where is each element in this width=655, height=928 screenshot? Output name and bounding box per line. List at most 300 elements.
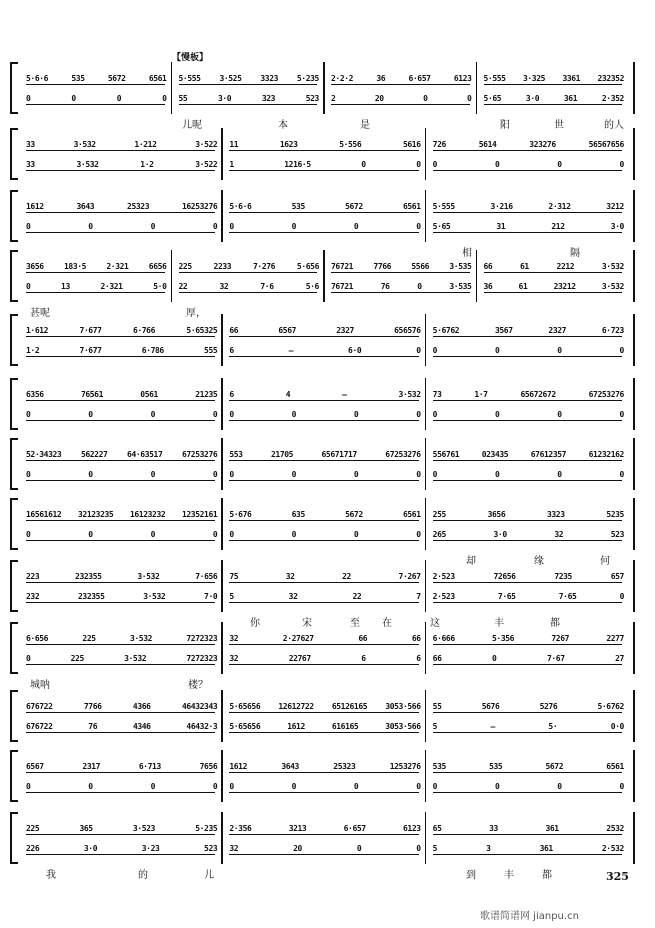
barline <box>221 438 223 490</box>
note-group: 5·555 <box>483 74 506 83</box>
beam-line <box>433 540 622 541</box>
system-bracket <box>10 750 18 802</box>
beam-line <box>331 84 470 85</box>
beam-line <box>229 712 418 713</box>
lyric-text: 甚呢 <box>30 308 50 319</box>
note-group: 3323 <box>546 510 565 519</box>
note-group: 7·677 <box>79 326 102 335</box>
measure <box>22 750 219 802</box>
measure <box>225 690 422 742</box>
note-group: 3·532 <box>76 160 99 169</box>
beam-line <box>26 602 215 603</box>
beam-line <box>331 292 470 293</box>
note-group: 7 <box>416 592 421 601</box>
note-group: 3·535 <box>449 282 472 291</box>
note-group: 5 <box>432 844 438 853</box>
note-group: 0 <box>432 410 438 419</box>
note-group: 6 <box>416 654 421 663</box>
note-group: 0 <box>432 782 438 791</box>
note-group: 0 <box>416 530 421 539</box>
note-group: 3·532 <box>601 262 624 271</box>
beam-line <box>26 772 215 773</box>
lyric-text: 本 <box>278 120 288 131</box>
note-group: 535 <box>489 762 503 771</box>
barline <box>323 250 325 302</box>
end-barline <box>633 128 635 180</box>
beam-line <box>433 792 622 793</box>
note-group: 232355 <box>77 592 105 601</box>
note-group: 7·677 <box>79 346 102 355</box>
barline <box>171 250 173 302</box>
lower-voice <box>229 654 420 663</box>
note-group: 0 <box>88 222 93 231</box>
measure <box>22 250 169 302</box>
note-group: 22 <box>178 282 188 291</box>
note-group: 3·532 <box>129 634 153 643</box>
end-barline <box>633 812 635 864</box>
note-group: 7272323 <box>186 634 218 643</box>
note-group: 523 <box>204 844 218 853</box>
measure <box>225 560 422 612</box>
note-group: 676722 <box>26 722 53 731</box>
note-group: 5672 <box>545 762 564 771</box>
note-group: 553 <box>229 450 243 459</box>
beam-line <box>229 792 418 793</box>
system-bracket <box>10 812 18 864</box>
measure <box>225 378 422 430</box>
lower-voice <box>433 530 624 539</box>
note-group: 0 <box>416 844 421 853</box>
lyric-text: 至 <box>350 618 360 629</box>
note-group: 3·23 <box>141 844 160 853</box>
note-group: 3053·566 <box>385 722 421 731</box>
note-group: 0 <box>432 470 438 479</box>
note-group: 0 <box>423 94 428 103</box>
note-group: 3213 <box>288 824 307 833</box>
note-group: 0 <box>212 410 218 419</box>
beam-line <box>433 664 622 665</box>
upper-voice <box>433 762 624 771</box>
note-group: 32 <box>554 530 564 539</box>
measure <box>225 750 422 802</box>
note-group: 5·6·6 <box>229 202 252 211</box>
note-group: 0 <box>557 470 562 479</box>
beam-line <box>229 602 418 603</box>
music-system <box>10 314 635 386</box>
note-group: 6·666 <box>432 634 455 643</box>
beam-line <box>26 520 215 521</box>
barline <box>323 62 325 114</box>
measure <box>22 128 219 180</box>
note-group: 61 <box>518 282 528 291</box>
note-group: 1·212 <box>134 140 157 149</box>
note-group: 6561 <box>402 202 421 211</box>
note-group: 0 <box>361 160 366 169</box>
upper-voice <box>26 510 217 519</box>
note-group: 2·321 <box>100 282 123 291</box>
note-group: 3·532 <box>73 140 96 149</box>
beam-line <box>179 272 318 273</box>
lyric-text: 儿 <box>204 870 214 881</box>
note-group: 1612 <box>229 762 247 771</box>
note-group: 0 <box>494 160 500 169</box>
note-group: 2·321 <box>106 262 129 271</box>
note-group: 22767 <box>288 654 311 663</box>
note-group: 6123 <box>453 74 472 83</box>
note-group: 0 <box>619 470 624 479</box>
note-group: 0 <box>416 222 421 231</box>
beam-line <box>331 272 470 273</box>
note-group: 22 <box>352 592 362 601</box>
note-group: 7766 <box>83 702 102 711</box>
barline <box>221 378 223 430</box>
upper-voice <box>26 140 217 149</box>
barline <box>425 438 427 490</box>
measure <box>429 690 626 742</box>
beam-line <box>179 104 318 105</box>
note-group: 21705 <box>271 450 294 459</box>
lower-voice <box>26 530 217 539</box>
note-group: 6·713 <box>138 762 161 771</box>
note-group: — <box>342 390 347 399</box>
note-group: 75 <box>229 572 239 581</box>
note-group: 265 <box>432 530 446 539</box>
system-bracket <box>10 498 18 550</box>
note-group: 2327 <box>336 326 354 335</box>
upper-voice <box>229 702 420 711</box>
note-group: 0 <box>494 410 500 419</box>
measure <box>480 250 627 302</box>
note-group: 7272323 <box>186 654 218 663</box>
beam-line <box>26 212 215 213</box>
end-barline <box>633 190 635 242</box>
lyric-text: 我 <box>46 870 56 881</box>
upper-voice <box>433 390 624 399</box>
end-barline <box>633 62 635 114</box>
barline <box>221 190 223 242</box>
note-group: 0 <box>212 470 218 479</box>
beam-line <box>229 664 418 665</box>
lyrics-line <box>10 866 635 880</box>
upper-voice <box>26 824 217 833</box>
barline <box>221 622 223 674</box>
note-group: 25323 <box>127 202 150 211</box>
note-group: 3·0 <box>83 844 98 853</box>
note-group: 535 <box>432 762 446 771</box>
note-group: 0 <box>212 530 218 539</box>
note-group: 67253276 <box>181 450 218 459</box>
beam-line <box>229 170 418 171</box>
note-group: 0 <box>88 410 93 419</box>
upper-voice <box>229 140 420 149</box>
lower-voice <box>484 94 625 103</box>
beam-line <box>229 540 418 541</box>
note-group: 5·356 <box>492 634 515 643</box>
note-group: 361 <box>545 824 559 833</box>
note-group: 11 <box>229 140 239 149</box>
measure <box>480 62 627 114</box>
note-group: 0 <box>492 654 497 663</box>
barline <box>476 62 478 114</box>
lower-voice <box>26 346 217 355</box>
note-group: — <box>288 346 294 355</box>
upper-voice <box>433 140 624 149</box>
note-group: 33 <box>26 160 35 169</box>
lyric-text: 都 <box>550 618 560 629</box>
beam-line <box>484 292 623 293</box>
lyric-text: 丰 <box>494 618 504 629</box>
note-group: 5 <box>432 722 438 731</box>
lower-voice <box>26 410 217 419</box>
system-bracket <box>10 314 18 366</box>
lyric-text: 城呐 <box>30 680 50 691</box>
note-group: 64·63517 <box>127 450 163 459</box>
lyric-text: 都 <box>542 870 552 881</box>
note-group: 2 <box>331 94 336 103</box>
note-group: 7·67 <box>546 654 565 663</box>
upper-voice <box>229 634 420 643</box>
note-group: 7267 <box>551 634 570 643</box>
upper-voice <box>433 202 624 211</box>
note-group: 65126165 <box>331 702 368 711</box>
note-group: 0 <box>353 470 359 479</box>
upper-voice <box>179 262 320 271</box>
note-group: 3·535 <box>449 262 472 271</box>
note-group: 0 <box>291 222 297 231</box>
note-group: 7·65 <box>497 592 516 601</box>
beam-line <box>229 336 418 337</box>
measure <box>22 378 219 430</box>
lyric-text: 在 <box>382 618 392 629</box>
barline <box>221 812 223 864</box>
beam-line <box>484 104 623 105</box>
measure <box>429 622 626 674</box>
note-group: 20 <box>374 94 384 103</box>
note-group: 183·5 <box>63 262 87 271</box>
note-group: 5·555 <box>178 74 201 83</box>
beam-line <box>26 170 215 171</box>
beam-line <box>433 854 622 855</box>
note-group: 3·0 <box>217 94 232 103</box>
note-group: 225 <box>178 262 192 271</box>
note-group: 0 <box>416 346 421 355</box>
beam-line <box>229 400 418 401</box>
note-group: 5·65325 <box>186 326 218 335</box>
upper-voice <box>229 762 420 771</box>
note-group: 0 <box>229 410 234 419</box>
barline <box>171 62 173 114</box>
upper-voice <box>26 390 217 399</box>
note-group: 6567 <box>26 762 44 771</box>
note-group: 0 <box>229 470 234 479</box>
note-group: 66 <box>483 262 493 271</box>
note-group: 73 <box>432 390 442 399</box>
note-group: 0 <box>229 782 234 791</box>
lyric-text: 楼？ <box>188 680 208 691</box>
measure <box>429 498 626 550</box>
lower-voice <box>26 160 217 169</box>
upper-voice <box>229 326 420 335</box>
measure <box>429 190 626 242</box>
note-group: 657 <box>610 572 624 581</box>
system-bracket <box>10 622 18 674</box>
measure <box>429 378 626 430</box>
note-group: 0 <box>417 282 422 291</box>
note-group: 16253276 <box>181 202 218 211</box>
note-group: 635 <box>291 510 305 519</box>
note-group: 7·65 <box>558 592 577 601</box>
beam-line <box>433 834 622 835</box>
note-group: 2·352 <box>601 94 624 103</box>
barline <box>425 498 427 550</box>
lyric-text: 却 <box>466 556 476 567</box>
note-group: 67612357 <box>530 450 567 459</box>
note-group: 255 <box>432 510 446 519</box>
note-group: 656576 <box>394 326 421 335</box>
barline <box>221 560 223 612</box>
beam-line <box>229 644 418 645</box>
upper-voice <box>433 510 624 519</box>
beam-line <box>26 420 215 421</box>
note-group: 0 <box>26 282 31 291</box>
lower-voice <box>26 592 217 601</box>
beam-line <box>229 232 418 233</box>
note-group: 0 <box>291 410 297 419</box>
upper-voice <box>433 702 624 711</box>
note-group: 3·522 <box>195 140 218 149</box>
lower-voice <box>26 94 167 103</box>
note-group: 0 <box>416 470 421 479</box>
note-group: 225 <box>70 654 84 663</box>
measure <box>429 438 626 490</box>
lower-voice <box>26 470 217 479</box>
upper-voice <box>179 74 320 83</box>
measure <box>327 250 474 302</box>
lower-voice <box>433 346 624 355</box>
note-group: 226 <box>26 844 40 853</box>
upper-voice <box>229 510 420 519</box>
note-group: 0 <box>353 782 359 791</box>
lower-voice <box>331 282 472 291</box>
note-group: 0 <box>150 410 156 419</box>
lower-voice <box>229 530 420 539</box>
note-group: 32 <box>219 282 229 291</box>
note-group: 0 <box>557 410 562 419</box>
beam-line <box>433 644 622 645</box>
note-group: 27 <box>615 654 624 663</box>
note-group: 0 <box>291 470 297 479</box>
note-group: 3·532 <box>398 390 421 399</box>
lyric-text: 相 <box>462 248 472 259</box>
lyric-text: 缘 <box>534 556 544 567</box>
note-group: 2·312 <box>548 202 571 211</box>
note-group: 0 <box>229 530 234 539</box>
note-group: 7·656 <box>195 572 218 581</box>
note-group: 72656 <box>493 572 516 581</box>
note-group: 726 <box>432 140 446 149</box>
beam-line <box>433 582 622 583</box>
beam-line <box>433 772 622 773</box>
beam-line <box>26 834 215 835</box>
lower-voice <box>433 722 624 731</box>
end-barline <box>633 498 635 550</box>
note-group: 1·2 <box>26 346 40 355</box>
beam-line <box>433 712 622 713</box>
note-group: 0 <box>150 782 156 791</box>
end-barline <box>633 622 635 674</box>
beam-line <box>229 732 418 733</box>
end-barline <box>633 250 635 302</box>
note-group: 21235 <box>195 390 218 399</box>
note-group: 6561 <box>606 762 624 771</box>
note-group: 5·65656 <box>229 702 261 711</box>
note-group: 0 <box>71 94 76 103</box>
upper-voice <box>433 326 624 335</box>
note-group: 22 <box>342 572 351 581</box>
note-group: 16561612 <box>26 510 62 519</box>
measure <box>429 812 626 864</box>
note-group: 0 <box>416 782 421 791</box>
note-group: 5·555 <box>432 202 455 211</box>
beam-line <box>433 232 622 233</box>
note-group: 5676 <box>481 702 500 711</box>
note-group: 5672 <box>107 74 126 83</box>
beam-line <box>433 520 622 521</box>
note-group: 523 <box>305 94 319 103</box>
measure <box>22 622 219 674</box>
beam-line <box>26 272 165 273</box>
note-group: 25323 <box>333 762 356 771</box>
note-group: 0 <box>116 94 122 103</box>
lyrics-line <box>10 676 635 690</box>
note-group: 6·656 <box>26 634 49 643</box>
note-group: 3643 <box>281 762 299 771</box>
note-group: 3·0 <box>525 94 540 103</box>
measure <box>429 128 626 180</box>
measure <box>22 62 169 114</box>
beam-line <box>229 212 418 213</box>
note-group: 232 <box>26 592 40 601</box>
music-system <box>10 812 635 884</box>
note-group: 0 <box>26 94 31 103</box>
note-group: 7·0 <box>204 592 218 601</box>
note-group: 225 <box>26 824 40 833</box>
measure <box>22 690 219 742</box>
note-group: 6656 <box>148 262 167 271</box>
lower-voice <box>229 844 420 853</box>
note-group: 20 <box>293 844 302 853</box>
note-group: 33 <box>489 824 498 833</box>
lyric-text: 到 <box>466 870 476 881</box>
note-group: 0 <box>353 530 359 539</box>
note-group: 36 <box>483 282 493 291</box>
note-group: 76561 <box>80 390 104 399</box>
note-group: 1253276 <box>389 762 421 771</box>
lyric-text: 是 <box>360 120 370 131</box>
lower-voice <box>433 782 624 791</box>
beam-line <box>26 664 215 665</box>
note-group: 6·657 <box>343 824 366 833</box>
note-group: 2212 <box>556 262 575 271</box>
note-group: 0 <box>88 530 93 539</box>
note-group: 0 <box>416 410 421 419</box>
note-group: 3656 <box>487 510 506 519</box>
note-group: 7235 <box>554 572 572 581</box>
note-group: 67253276 <box>588 390 624 399</box>
barline <box>425 560 427 612</box>
note-group: 361 <box>539 844 553 853</box>
measure <box>225 314 422 366</box>
